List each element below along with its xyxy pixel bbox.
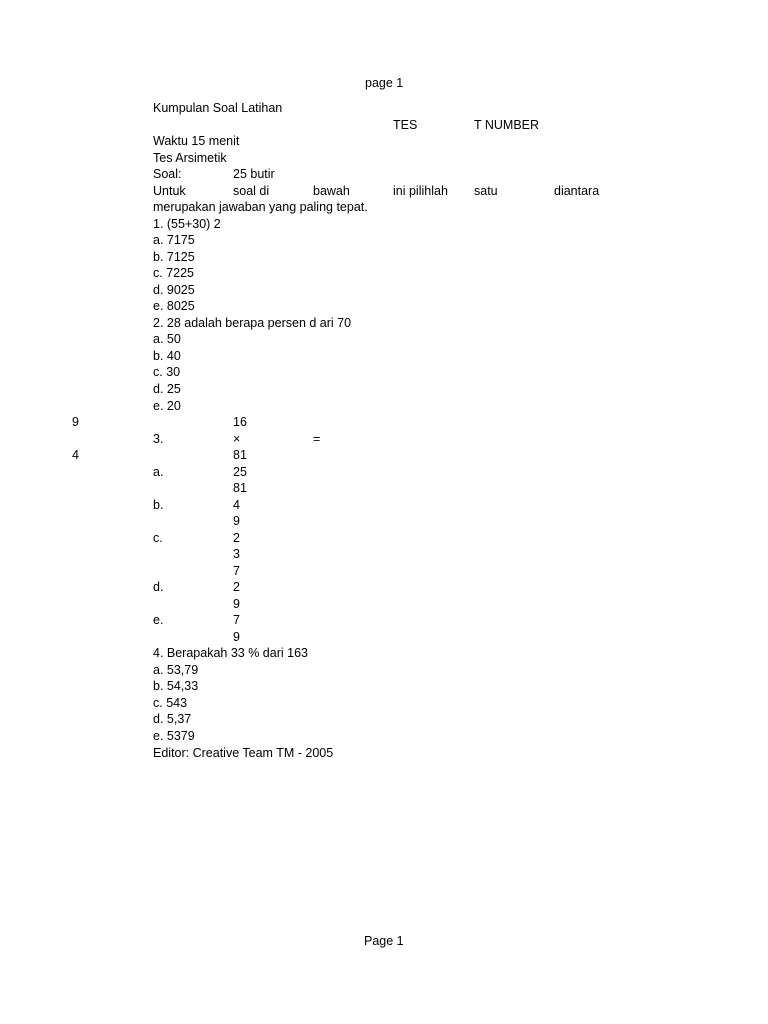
q3-option-value: 9 — [233, 597, 240, 611]
instruction-word: soal di — [233, 184, 270, 198]
q4-option: a. 53,79 — [153, 663, 199, 677]
q4-option: e. 5379 — [153, 729, 195, 743]
footer-page-label: Page 1 — [364, 934, 404, 948]
q4-option: c. 543 — [153, 696, 188, 710]
q3-option-value: 3 — [233, 547, 240, 561]
q3-option-value: 9 — [233, 514, 240, 528]
instruction-word: bawah — [313, 184, 350, 198]
q3-option-label: b. — [153, 498, 164, 512]
editor-credit: Editor: Creative Team TM - 2005 — [153, 746, 334, 760]
q3-option-value: 7 — [233, 613, 240, 627]
q2-option: e. 20 — [153, 399, 181, 413]
q3-option-value: 81 — [233, 481, 247, 495]
q3-right-numerator: 16 — [233, 415, 247, 429]
t-number-label: T NUMBER — [474, 118, 540, 132]
q1-option: d. 9025 — [153, 283, 195, 297]
q2-option: c. 30 — [153, 365, 181, 379]
q2-option: d. 25 — [153, 382, 181, 396]
q4-option: b. 54,33 — [153, 679, 199, 693]
q3-option-value: 9 — [233, 630, 240, 644]
q3-option-label: c. — [153, 531, 163, 545]
q4-question: 4. Berapakah 33 % dari 163 — [153, 646, 308, 660]
q3-times-sign: × — [233, 432, 241, 446]
test-type: Tes Arsimetik — [153, 151, 227, 165]
soal-label: Soal: — [153, 167, 182, 181]
q2-option: b. 40 — [153, 349, 181, 363]
tes-label: TES — [393, 118, 418, 132]
q2-option: a. 50 — [153, 332, 181, 346]
instruction-word: diantara — [554, 184, 600, 198]
instruction-line-2: merupakan jawaban yang paling tepat. — [153, 200, 368, 214]
q1-option: c. 7225 — [153, 266, 195, 280]
soal-value: 25 butir — [233, 167, 275, 181]
header-page-label: page 1 — [365, 76, 404, 90]
q3-equals-sign: = — [313, 432, 321, 446]
q3-option-value: 2 — [233, 580, 240, 594]
q3-option-value: 25 — [233, 465, 247, 479]
q3-option-label: a. — [153, 465, 164, 479]
q2-question: 2. 28 adalah berapa persen d ari 70 — [153, 316, 352, 330]
q3-right-denominator: 81 — [233, 448, 247, 462]
q1-question: 1. (55+30) 2 — [153, 217, 221, 231]
q3-left-denominator: 4 — [72, 448, 79, 462]
instruction-word: satu — [474, 184, 498, 198]
q3-option-value: 2 — [233, 531, 240, 545]
q1-option: a. 7175 — [153, 233, 195, 247]
q3-label: 3. — [153, 432, 164, 446]
q1-option: b. 7125 — [153, 250, 195, 264]
time-info: Waktu 15 menit — [153, 134, 240, 148]
q4-option: d. 5,37 — [153, 712, 192, 726]
q3-option-label: e. — [153, 613, 164, 627]
q1-option: e. 8025 — [153, 299, 195, 313]
q3-left-numerator: 9 — [72, 415, 79, 429]
instruction-word: Untuk — [153, 184, 186, 198]
q3-option-value: 7 — [233, 564, 240, 578]
instruction-word: ini pilihlah — [393, 184, 448, 198]
q3-option-label: d. — [153, 580, 164, 594]
q3-option-value: 4 — [233, 498, 240, 512]
document-title: Kumpulan Soal Latihan — [153, 101, 283, 115]
